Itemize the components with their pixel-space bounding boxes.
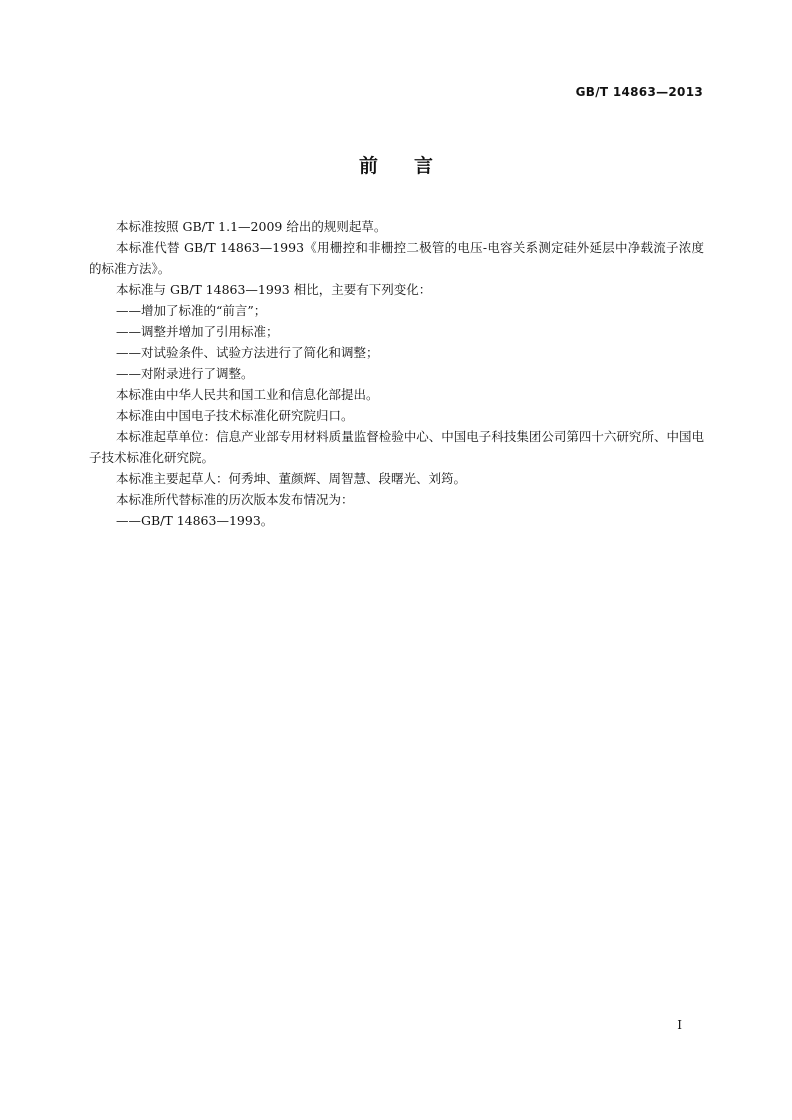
list-item-previous-edition: ——GB/T 14863—1993。 (116, 513, 274, 528)
list-item-change: ——调整并增加了引用标准； (116, 324, 279, 339)
paragraph-drafting-units: 本标准起草单位：信息产业部专用材料质量监督检验中心、中国电子科技集团公司第四十六研究所、中国电子技术标准化研究院。 (89, 429, 704, 465)
paragraph-under-jurisdiction: 本标准由中国电子技术标准化研究院归口。 (116, 408, 354, 423)
standard-number-header: GB/T 14863—2013 (575, 85, 703, 99)
paragraph-drafting-rules: 本标准按照 GB/T 1.1—2009 给出的规则起草。 (116, 219, 387, 234)
paragraph-changes-intro: 本标准与 GB/T 14863—1993 相比，主要有下列变化： (116, 282, 432, 297)
page-title: 前言 (358, 155, 469, 177)
paragraph-replaces: 本标准代替 GB/T 14863—1993《用栅控和非栅控二极管的电压-电容关系测定硅外延层中净载流子浓度的标准方法》。 (89, 240, 704, 276)
paragraph-previous-editions-intro: 本标准所代替标准的历次版本发布情况为： (116, 492, 354, 507)
paragraph-proposed-by: 本标准由中华人民共和国工业和信息化部提出。 (116, 387, 379, 402)
list-item-change: ——对试验条件、试验方法进行了简化和调整； (116, 345, 379, 360)
list-item-change: ——对附录进行了调整。 (116, 366, 254, 381)
foreword-body (89, 216, 704, 531)
paragraph-drafters: 本标准主要起草人：何秀坤、董颜辉、周智慧、段曙光、刘筠。 (116, 471, 467, 486)
page-number: I (677, 1018, 682, 1032)
list-item-change: ——增加了标准的“前言”； (116, 303, 267, 318)
